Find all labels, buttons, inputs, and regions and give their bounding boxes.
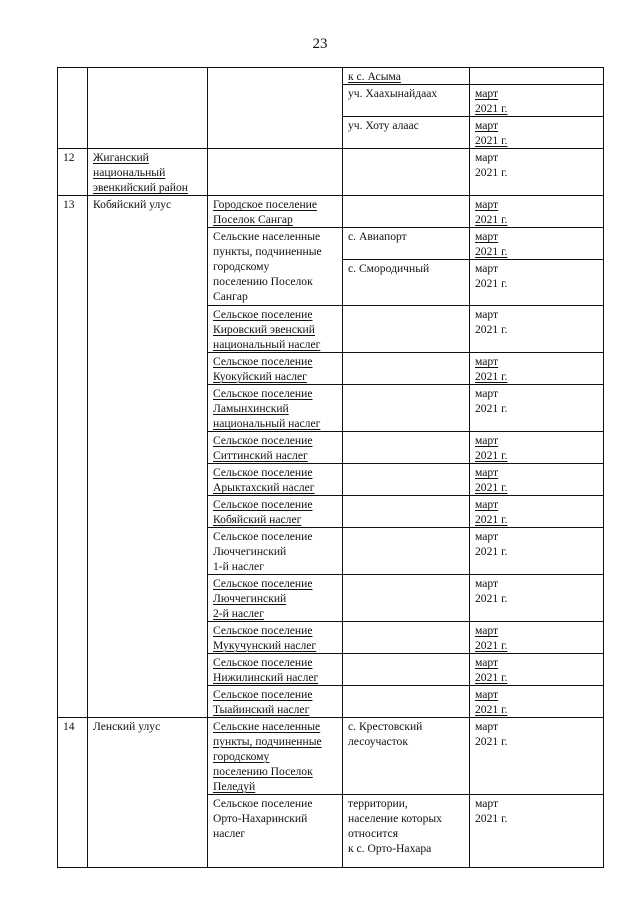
period-line: март — [475, 355, 499, 368]
locality-line: с. Авиапорт — [348, 230, 407, 243]
period-line: 2021 г. — [475, 639, 508, 652]
locality-cell — [343, 85, 470, 117]
settlement-line: Сельское поселение — [213, 577, 313, 590]
settlement-cell — [208, 686, 343, 718]
period-cell — [470, 306, 604, 353]
settlement-cell — [208, 196, 343, 228]
settlement-line: Сельское поселение — [213, 387, 313, 400]
period-cell — [470, 432, 604, 464]
district-cell — [88, 149, 208, 196]
settlement-line: Люччегинский — [213, 592, 287, 605]
period-line: март — [475, 530, 499, 543]
period-line: 2021 г. — [475, 245, 508, 258]
period-line: март — [475, 498, 499, 511]
period-cell — [470, 353, 604, 385]
settlement-line: Нижилинский наслег — [213, 671, 319, 684]
settlement-line: Поселок Сангар — [213, 213, 293, 226]
district-cell — [88, 196, 208, 718]
settlement-line: Сельское поселение — [213, 434, 313, 447]
locality-line: уч. Хаахынайдаах — [348, 87, 438, 100]
locality-cell — [343, 432, 470, 464]
period-line: 2021 г. — [475, 402, 508, 415]
settlement-line: пункты, подчиненные — [213, 735, 322, 748]
period-line: март — [475, 230, 499, 243]
num-cell: 12 — [58, 149, 88, 196]
period-line: 2021 г. — [475, 166, 508, 179]
locality-cell — [343, 353, 470, 385]
period-line: март — [475, 577, 499, 590]
table-row — [58, 68, 604, 85]
settlement-cell — [208, 353, 343, 385]
period-cell — [470, 85, 604, 117]
period-cell — [470, 385, 604, 432]
period-line: 2021 г. — [475, 735, 508, 748]
settlement-cell — [208, 432, 343, 464]
settlement-line: Кобяйский наслег — [213, 513, 302, 526]
locality-cell — [343, 68, 470, 85]
period-cell — [470, 464, 604, 496]
settlement-line: наслег — [213, 827, 246, 840]
settlement-line: 2-й наслег — [213, 607, 264, 620]
settlement-line: Сельское поселение — [213, 466, 313, 479]
settlement-cell — [208, 385, 343, 432]
period-cell — [470, 575, 604, 622]
settlement-line: 1-й наслег — [213, 560, 264, 573]
period-line: 2021 г. — [475, 671, 508, 684]
locality-cell — [343, 718, 470, 795]
settlement-line: Городское поселение — [213, 198, 318, 211]
period-cell — [470, 117, 604, 149]
locality-cell — [343, 306, 470, 353]
period-line: март — [475, 466, 499, 479]
schedule-table — [57, 67, 604, 868]
num-cell: 13 — [58, 196, 88, 718]
settlement-cell — [208, 68, 343, 149]
settlement-line: пункты, подчиненные — [213, 245, 322, 258]
settlement-line: Арыктахский наслег — [213, 481, 315, 494]
locality-cell — [343, 496, 470, 528]
settlement-line: Ситтинский наслег — [213, 449, 308, 462]
locality-cell — [343, 654, 470, 686]
settlement-line: Сельское поселение — [213, 624, 313, 637]
locality-line: относится — [348, 827, 399, 840]
period-cell — [470, 718, 604, 795]
period-line: 2021 г. — [475, 277, 508, 290]
settlement-line: Ламынхинский — [213, 402, 289, 415]
settlement-line: городскому — [213, 260, 270, 273]
period-line: 2021 г. — [475, 213, 508, 226]
settlement-line: Сельское поселение — [213, 688, 313, 701]
period-line: март — [475, 624, 499, 637]
settlement-cell — [208, 622, 343, 654]
locality-cell — [343, 117, 470, 149]
num-cell — [58, 68, 88, 149]
locality-line: территории, — [348, 797, 408, 810]
period-cell — [470, 149, 604, 196]
period-line: март — [475, 720, 499, 733]
settlement-cell — [208, 228, 343, 306]
period-cell — [470, 686, 604, 718]
period-line: март — [475, 434, 499, 447]
period-line: март — [475, 262, 499, 275]
period-cell — [470, 654, 604, 686]
locality-cell — [343, 149, 470, 196]
settlement-line: Сельское поселение — [213, 355, 313, 368]
table-row — [58, 718, 604, 795]
period-line: март — [475, 656, 499, 669]
locality-cell — [343, 622, 470, 654]
settlement-cell — [208, 464, 343, 496]
settlement-line: Сельские населенные — [213, 720, 321, 733]
locality-line: к с. Орто-Нахара — [348, 842, 432, 855]
period-line: 2021 г. — [475, 370, 508, 383]
locality-cell — [343, 228, 470, 260]
settlement-cell — [208, 575, 343, 622]
table-row — [58, 149, 604, 196]
period-line: 2021 г. — [475, 323, 508, 336]
locality-cell — [343, 686, 470, 718]
period-line: 2021 г. — [475, 102, 508, 115]
district-line: Кобяйский улус — [93, 198, 172, 211]
settlement-line: городскому — [213, 750, 270, 763]
settlement-cell — [208, 795, 343, 868]
locality-cell — [343, 385, 470, 432]
settlement-line: Куокуйский наслег — [213, 370, 307, 383]
period-line: март — [475, 119, 499, 132]
period-line: март — [475, 688, 499, 701]
settlement-line: Кировский эвенский — [213, 323, 315, 336]
settlement-cell — [208, 306, 343, 353]
settlement-line: Сельское поселение — [213, 530, 313, 543]
page-number: 23 — [312, 36, 328, 52]
locality-line: лесоучасток — [348, 735, 408, 748]
district-cell — [88, 68, 208, 149]
settlement-line: Сельское поселение — [213, 308, 313, 321]
locality-line: уч. Хоту алаас — [348, 119, 419, 132]
period-line: март — [475, 198, 499, 211]
period-line: март — [475, 387, 499, 400]
locality-cell — [343, 196, 470, 228]
period-cell — [470, 528, 604, 575]
settlement-line: поселению Поселок — [213, 765, 313, 778]
district-line: эвенкийский район — [93, 181, 189, 194]
locality-line: к с. Асыма — [348, 70, 401, 83]
settlement-line: Тыайинский наслег — [213, 703, 310, 716]
settlement-line: Сельские населенные — [213, 230, 321, 243]
period-cell — [470, 228, 604, 260]
period-line: 2021 г. — [475, 134, 508, 147]
locality-cell — [343, 795, 470, 868]
district-line: национальный — [93, 166, 166, 179]
period-line: 2021 г. — [475, 812, 508, 825]
period-line: 2021 г. — [475, 449, 508, 462]
locality-line: с. Крестовский — [348, 720, 423, 733]
settlement-cell — [208, 718, 343, 795]
period-line: март — [475, 308, 499, 321]
settlement-line: Пеледуй — [213, 780, 256, 793]
settlement-cell — [208, 654, 343, 686]
settlement-cell — [208, 528, 343, 575]
settlement-line: поселению Поселок — [213, 275, 313, 288]
period-cell — [470, 68, 604, 85]
settlement-line: национальный наслег — [213, 338, 321, 351]
settlement-line: Люччегинский — [213, 545, 287, 558]
settlement-line: Сельское поселение — [213, 498, 313, 511]
locality-cell — [343, 575, 470, 622]
period-cell — [470, 795, 604, 868]
period-cell — [470, 260, 604, 306]
settlement-line: Мукучунский наслег — [213, 639, 317, 652]
locality-line: население которых — [348, 812, 442, 825]
period-cell — [470, 196, 604, 228]
period-line: март — [475, 151, 499, 164]
settlement-cell — [208, 496, 343, 528]
locality-cell — [343, 260, 470, 306]
period-cell — [470, 496, 604, 528]
locality-line: с. Смородичный — [348, 262, 430, 275]
period-line: 2021 г. — [475, 592, 508, 605]
locality-cell — [343, 528, 470, 575]
settlement-line: Орто-Нахаринский — [213, 812, 308, 825]
district-line: Жиганский — [93, 151, 149, 164]
table-row — [58, 196, 604, 228]
settlement-line: Сельское поселение — [213, 656, 313, 669]
district-line: Ленский улус — [93, 720, 161, 733]
settlement-line: национальный наслег — [213, 417, 321, 430]
period-line: 2021 г. — [475, 481, 508, 494]
period-line: март — [475, 87, 499, 100]
district-cell — [88, 718, 208, 868]
period-line: 2021 г. — [475, 513, 508, 526]
settlement-line: Сельское поселение — [213, 797, 313, 810]
locality-cell — [343, 464, 470, 496]
settlement-line: Сангар — [213, 290, 248, 303]
period-line: 2021 г. — [475, 703, 508, 716]
period-line: 2021 г. — [475, 545, 508, 558]
period-cell — [470, 622, 604, 654]
num-cell: 14 — [58, 718, 88, 868]
period-line: март — [475, 797, 499, 810]
settlement-cell — [208, 149, 343, 196]
